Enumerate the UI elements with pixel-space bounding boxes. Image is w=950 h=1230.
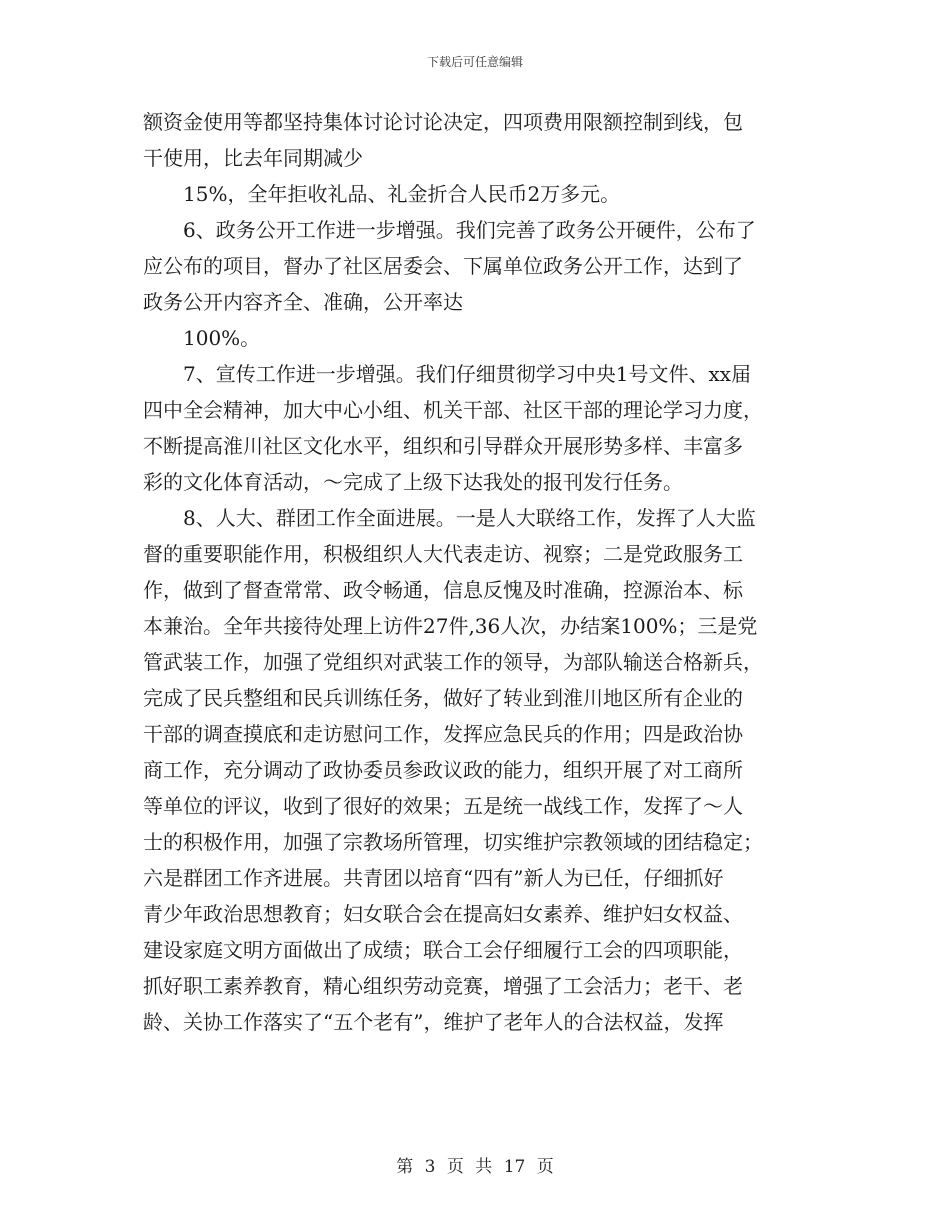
page-number-footer: 第 3 页 共 17 页: [396, 1157, 554, 1177]
body-line: 完成了民兵整组和民兵训练任务，做好了转业到淮川地区所有企业的: [143, 686, 743, 710]
body-line: 四中全会精神，加大中心小组、机关干部、社区干部的理论学习力度，: [143, 398, 763, 422]
body-line: 士的积极作用，加强了宗教场所管理，切实维护宗教领域的团结稳定；: [143, 830, 763, 854]
body-line: 龄、关协工作落实了“五个老有”，维护了老年人的合法权益，发挥: [143, 1010, 724, 1034]
body-line: 额资金使用等都坚持集体讨论讨论决定，四项费用限额控制到线，包: [143, 110, 743, 134]
document-body: [143, 104, 813, 1040]
body-line: 六是群团工作齐进展。共青团以培育“四有”新人为已任，仔细抓好: [143, 866, 724, 890]
body-line: 管武装工作，加强了党组织对武装工作的领导，为部队输送合格新兵，: [143, 650, 763, 674]
body-line: 本兼治。全年共接待处理上访件27件,36人次，办结案100%；三是党: [143, 614, 758, 638]
body-line: 青少年政治思想教育；妇女联合会在提高妇女素养、维护妇女权益、: [143, 902, 743, 926]
body-line: 干使用，比去年同期减少: [143, 146, 363, 170]
body-line: 应公布的项目，督办了社区居委会、下属单位政务公开工作，达到了: [143, 254, 743, 278]
body-line: 15%，全年拒收礼品、礼金折合人民币2万多元。: [183, 182, 621, 206]
body-line: 彩的文化体育活动，～完成了上级下达我处的报刊发行任务。: [143, 470, 683, 494]
body-line: 100%。: [183, 326, 261, 350]
body-line: 干部的调查摸底和走访慰问工作，发挥应急民兵的作用；四是政治协: [143, 722, 743, 746]
body-line: 商工作，充分调动了政协委员参政议政的能力，组织开展了对工商所: [143, 758, 743, 782]
body-line: 作，做到了督查常常、政令畅通，信息反愧及时准确，控源治本、标: [143, 578, 743, 602]
paragraph-start-line: 6、政务公开工作进一步增强。我们完善了政务公开硬件，公布了: [183, 218, 756, 242]
body-line: 等单位的评议，收到了很好的效果；五是统一战线工作，发挥了～人: [143, 794, 743, 818]
body-line: 政务公开内容齐全、准确，公开率达: [143, 290, 463, 314]
paragraph-start-line: 7、宣传工作进一步增强。我们仔细贯彻学习中央1号文件、xx届: [183, 362, 752, 386]
body-line: 不断提高淮川社区文化水平，组织和引导群众开展形势多样、丰富多: [143, 434, 743, 458]
body-line: 建设家庭文明方面做出了成绩；联合工会仔细履行工会的四项职能，: [143, 938, 743, 962]
body-line: 抓好职工素养教育，精心组织劳动竞赛，增强了工会活力；老干、老: [143, 974, 743, 998]
body-line: 督的重要职能作用，积极组织人大代表走访、视察；二是党政服务工: [143, 542, 743, 566]
paragraph-start-line: 8、人大、群团工作全面进展。一是人大联络工作，发挥了人大监: [183, 506, 756, 530]
page-header: 下载后可任意编辑: [426, 55, 523, 69]
